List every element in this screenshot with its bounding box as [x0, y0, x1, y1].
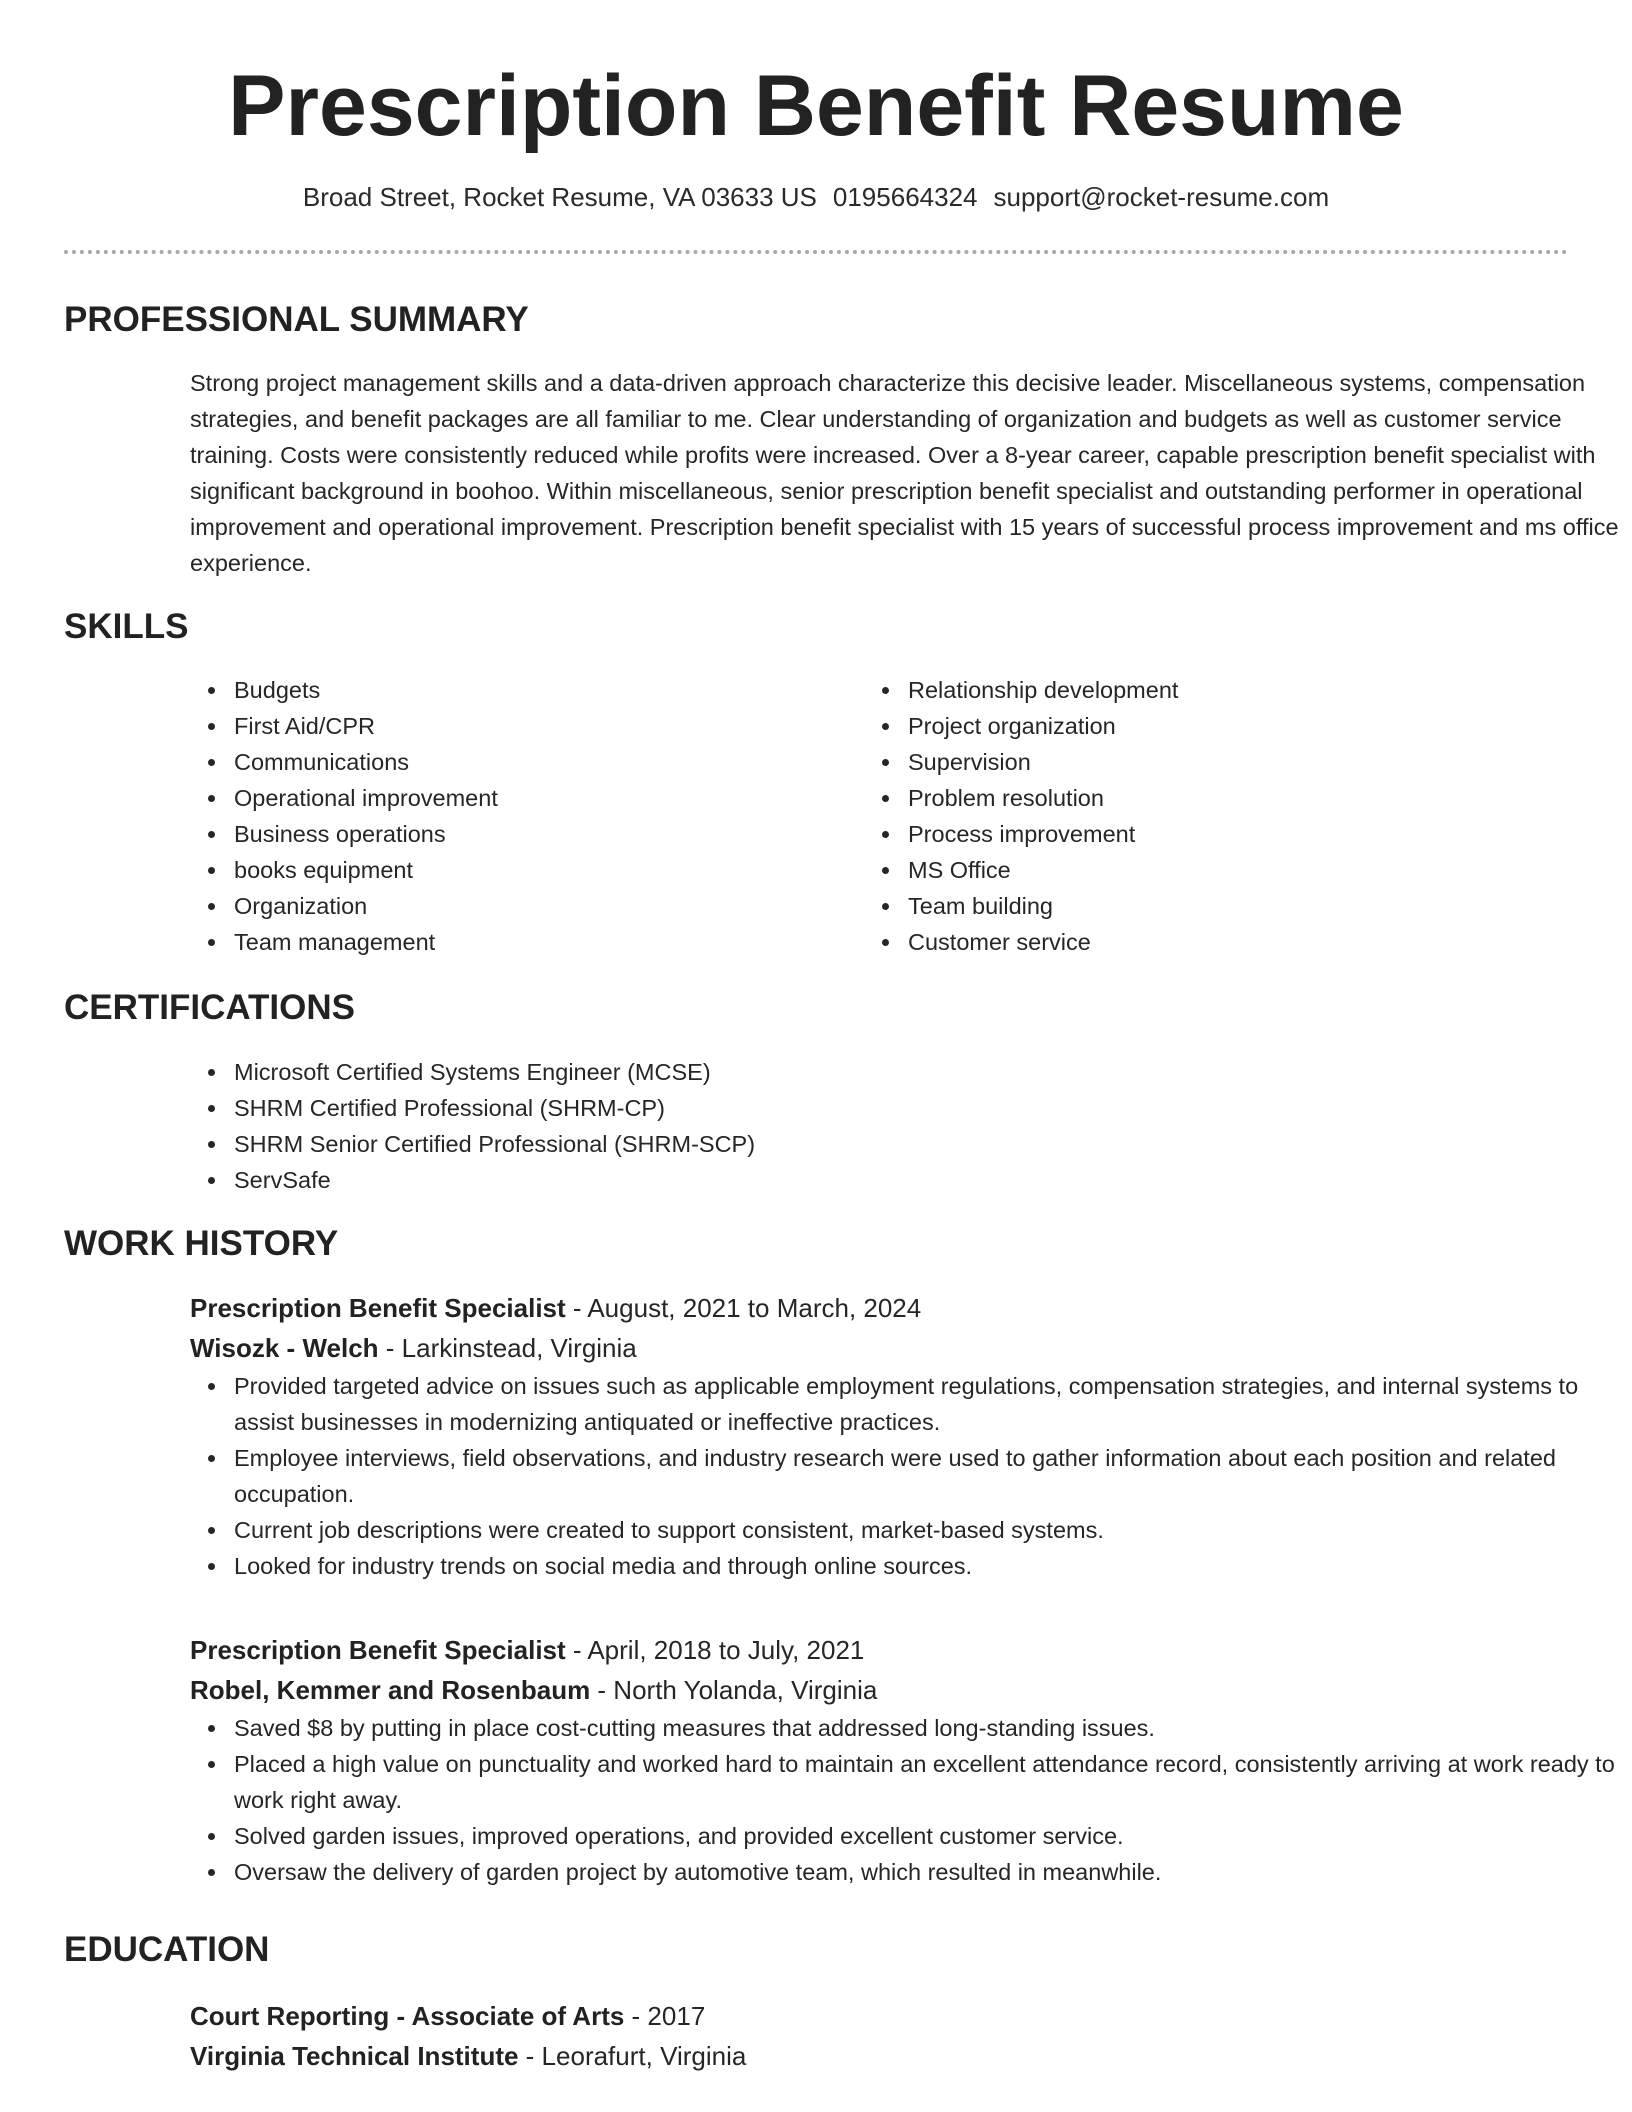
skills-right-column: [864, 672, 1524, 960]
skills-right-list: [864, 672, 1524, 960]
job-bullet: Solved garden issues, improved operations, and provided excellent customer service.: [190, 1818, 1620, 1854]
job-bullet: Current job descriptions were created to support consistent, market-based systems.: [190, 1512, 1620, 1548]
resume-title: Prescription Benefit Resume: [228, 58, 1404, 154]
skills-left-column: [190, 672, 850, 960]
job-bullet: Oversaw the delivery of garden project by automotive team, which resulted in meanwhile.: [190, 1854, 1620, 1890]
job-company: Wisozk - Welch: [190, 1333, 379, 1363]
education-degree-line: [190, 1996, 1620, 2036]
job-bullet: Looked for industry trends on social media and through online sources.: [190, 1548, 1620, 1584]
skill-item: Organization: [190, 888, 850, 924]
certifications-list: [190, 1054, 1620, 1198]
skills-left-list: [190, 672, 850, 960]
skill-item: Process improvement: [864, 816, 1524, 852]
job-bullet: Placed a high value on punctuality and worked hard to maintain an excellent attendance record, consistently arriving at work ready to work right away.: [190, 1746, 1620, 1818]
job-bullets: [190, 1368, 1620, 1584]
job-bullets: [190, 1710, 1620, 1890]
skill-item: books equipment: [190, 852, 850, 888]
job-location: - Larkinstead, Virginia: [378, 1333, 637, 1363]
summary-heading: PROFESSIONAL SUMMARY: [64, 300, 529, 339]
skill-item: Project organization: [864, 708, 1524, 744]
skill-item: Supervision: [864, 744, 1524, 780]
certification-item: ServSafe: [190, 1162, 1620, 1198]
contact-line: [64, 180, 1568, 214]
job-bullet: Saved $8 by putting in place cost-cutting measures that addressed long-standing issues.: [190, 1710, 1620, 1746]
skill-item: Budgets: [190, 672, 850, 708]
education-school-line: [190, 2036, 1620, 2076]
skill-item: Relationship development: [864, 672, 1524, 708]
job-bullet: Employee interviews, field observations, and industry research were used to gather information about each position and related occupation.: [190, 1440, 1620, 1512]
skill-item: Team building: [864, 888, 1524, 924]
job-company-line: [190, 1670, 1620, 1710]
summary-text: Strong project management skills and a data-driven approach characterize this decisive leader. Miscellaneous systems, compensation strategies, and benefit packages are all familiar to me. Clear understanding of organization and budgets as well as customer service training. Costs were consistently reduced while profits were increased. Over a 8-year career, capable prescription benefit specialist with significant background in boohoo. Within miscellaneous, senior prescription benefit specialist and outstanding performer in operational improvement and operational improvement. Prescription benefit specialist with 15 years of successful process improvement and ms office experience.: [190, 370, 1619, 576]
header-divider: [64, 250, 1568, 254]
skill-item: MS Office: [864, 852, 1524, 888]
certifications-block: [190, 1054, 1620, 1198]
skill-item: Customer service: [864, 924, 1524, 960]
education-location: - Leorafurt, Virginia: [518, 2041, 747, 2071]
contact-phone: 0195664324: [832, 182, 978, 212]
job-entry-2: [190, 1630, 1620, 1890]
skill-item: First Aid/CPR: [190, 708, 850, 744]
skill-item: Problem resolution: [864, 780, 1524, 816]
education-heading: EDUCATION: [64, 1930, 270, 1969]
skill-item: Communications: [190, 744, 850, 780]
job-location: - North Yolanda, Virginia: [590, 1675, 878, 1705]
job-title-line: [190, 1288, 1620, 1328]
contact-email[interactable]: support@rocket-resume.com: [993, 182, 1330, 212]
certification-item: Microsoft Certified Systems Engineer (MCSE): [190, 1054, 1620, 1090]
contact-address: Broad Street, Rocket Resume, VA 03633 US: [302, 182, 817, 212]
certification-item: SHRM Senior Certified Professional (SHRM-SCP): [190, 1126, 1620, 1162]
job-company: Robel, Kemmer and Rosenbaum: [190, 1675, 591, 1705]
job-role: Prescription Benefit Specialist: [190, 1293, 566, 1323]
certification-item: SHRM Certified Professional (SHRM-CP): [190, 1090, 1620, 1126]
job-dates: - August, 2021 to March, 2024: [565, 1293, 922, 1323]
job-title-line: [190, 1630, 1620, 1670]
job-role: Prescription Benefit Specialist: [190, 1635, 566, 1665]
job-entry-1: [190, 1288, 1620, 1584]
job-company-line: [190, 1328, 1620, 1368]
job-dates: - April, 2018 to July, 2021: [565, 1635, 865, 1665]
skills-heading: SKILLS: [64, 607, 189, 646]
skill-item: Business operations: [190, 816, 850, 852]
skill-item: Team management: [190, 924, 850, 960]
education-entry: [190, 1996, 1620, 2076]
education-degree: Court Reporting - Associate of Arts: [190, 2001, 625, 2031]
job-bullet: Provided targeted advice on issues such as applicable employment regulations, compensation strategies, and internal systems to assist businesses in modernizing antiquated or ineffective practices.: [190, 1368, 1620, 1440]
skill-item: Operational improvement: [190, 780, 850, 816]
certifications-heading: CERTIFICATIONS: [64, 988, 356, 1027]
education-year: - 2017: [624, 2001, 706, 2031]
work-history-heading: WORK HISTORY: [64, 1224, 339, 1263]
education-school: Virginia Technical Institute: [190, 2041, 519, 2071]
